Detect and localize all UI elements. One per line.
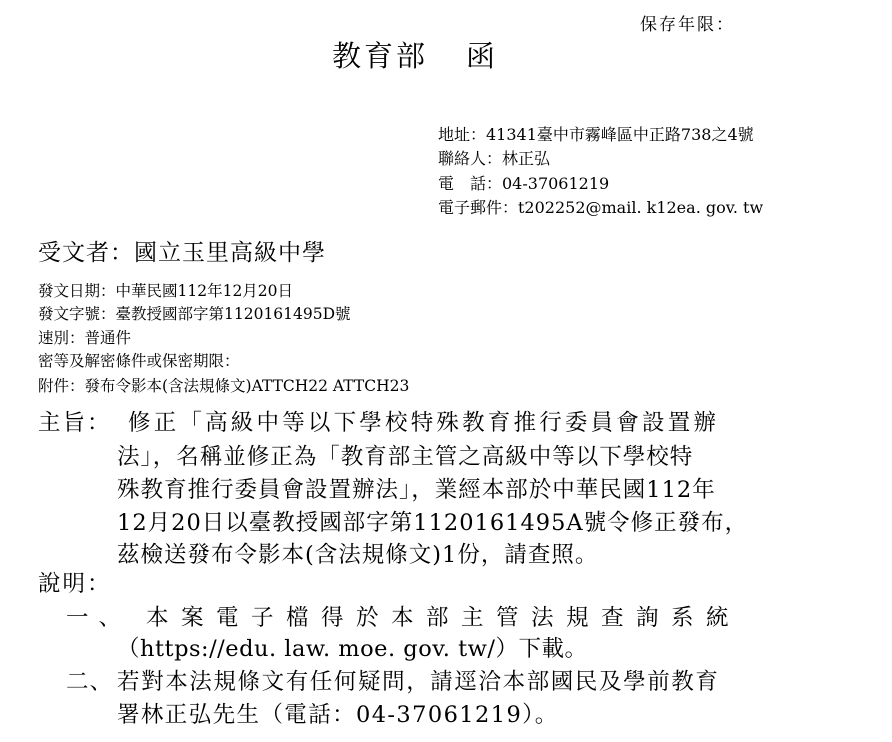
- explanation-line: 署林正弘先生（電話：04-37061219）。: [117, 702, 559, 728]
- page-title: [0, 34, 830, 75]
- contact-address: 地址：41341臺中市霧峰區中正路738之4號: [438, 125, 754, 144]
- explanation-line: 本案電子檔得於本部主管法規查詢系統: [146, 605, 742, 631]
- contact-person: 聯絡人：林正弘: [438, 149, 551, 168]
- document-type: 函: [466, 39, 499, 73]
- delivery-speed: 速別：普通件: [38, 329, 132, 347]
- item-number: 一、: [66, 605, 132, 631]
- subject-line: 12月20日以臺教授國部字第1120161495A號令修正發布，: [117, 510, 749, 536]
- issuing-org: 教育部: [331, 39, 428, 73]
- contact-phone: 電 話：04-37061219: [438, 174, 610, 193]
- explanation-line: 若對本法規條文有任何疑問，請逕洽本部國民及學前教育: [117, 669, 720, 695]
- subject-line: 茲檢送發布令影本(含法規條文)1份，請查照。: [117, 542, 599, 568]
- subject-line: 殊教育推行委員會設置辦法」，業經本部於中華民國112年: [117, 477, 716, 503]
- issue-date: 發文日期：中華民國112年12月20日: [38, 282, 294, 300]
- recipient: 受文者：國立玉里高級中學: [38, 240, 326, 266]
- contact-email: 電子郵件：t202252@mail. k12ea. gov. tw: [438, 198, 764, 217]
- explanation-line: （https://edu. law. moe. gov. tw/）下載。: [117, 636, 588, 662]
- attachments: 附件：發布令影本(含法規條文)ATTCH22 ATTCH23: [38, 377, 410, 395]
- item-number: 二、: [66, 669, 114, 695]
- security-level: 密等及解密條件或保密期限：: [38, 352, 240, 370]
- retention-period: 保存年限：: [640, 15, 735, 35]
- explanation-label: 說明：: [38, 571, 112, 597]
- subject-line: 法」，名稱並修正為「教育部主管之高級中等以下學校特: [117, 444, 694, 470]
- document-number: 發文字號：臺教授國部字第1120161495D號: [38, 305, 351, 323]
- subject-label: 主旨：: [38, 410, 112, 436]
- subject-line: 修正「高級中等以下學校特殊教育推行委員會設置辦: [128, 410, 720, 436]
